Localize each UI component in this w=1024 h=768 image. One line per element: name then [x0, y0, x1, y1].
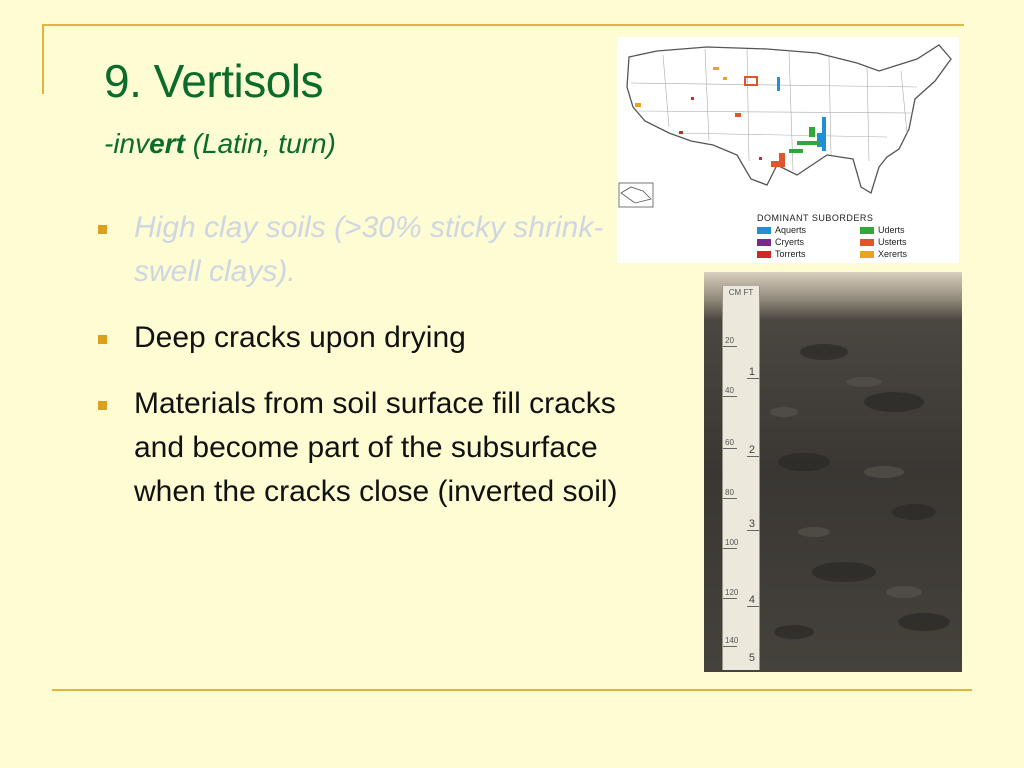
ruler-cm-label: 120	[725, 588, 739, 597]
map-legend	[757, 213, 957, 259]
legend-item-uderts	[860, 225, 957, 235]
ruler-cm-label: 20	[725, 336, 734, 345]
square-bullet-icon	[98, 335, 107, 344]
legend-label: Torrerts	[775, 249, 806, 259]
legend-item-cryerts	[757, 237, 854, 247]
ruler-ft-label: 5	[748, 652, 755, 664]
bullet-item-inversion	[96, 382, 636, 514]
ruler-tick	[723, 396, 737, 397]
legend-label: Uderts	[878, 225, 905, 235]
ruler-cm-label: 140	[725, 636, 739, 645]
ruler-tick	[723, 598, 737, 599]
ruler-tick	[723, 346, 737, 347]
ruler-tick	[723, 646, 737, 647]
square-bullet-icon	[98, 225, 107, 234]
ruler-tick	[723, 548, 737, 549]
ruler-tick	[747, 378, 759, 379]
slide-title: 9. Vertisols	[104, 55, 323, 107]
legend-label: Xererts	[878, 249, 908, 259]
bottom-rule	[52, 689, 972, 691]
slide-subtitle	[104, 128, 336, 160]
square-bullet-icon	[98, 401, 107, 410]
ruler-header: CM FT	[728, 288, 754, 297]
ruler-ft-label: 2	[748, 444, 755, 456]
legend-swatch-icon	[860, 251, 874, 258]
ruler-cm-label: 40	[725, 386, 734, 395]
legend-swatch-icon	[757, 239, 771, 246]
bullet-text: High clay soils (>30% sticky shrink-swell clays).	[134, 211, 604, 288]
legend-label: Aquerts	[775, 225, 807, 235]
legend-title: DOMINANT SUBORDERS	[757, 213, 874, 223]
legend-swatch-icon	[860, 239, 874, 246]
top-rule	[42, 24, 964, 26]
legend-label: Usterts	[878, 237, 907, 247]
ruler-ft-label: 3	[748, 518, 755, 530]
subtitle-emphasis: ert	[149, 128, 185, 159]
bullet-item-cracks	[96, 316, 636, 360]
subtitle-prefix: -inv	[104, 128, 150, 159]
legend-grid	[757, 225, 957, 259]
ruler-tick	[747, 606, 759, 607]
legend-swatch-icon	[860, 227, 874, 234]
bullet-item-clay	[96, 206, 636, 294]
ruler-tick	[723, 448, 737, 449]
measuring-ruler	[722, 286, 760, 670]
ruler-tick	[723, 498, 737, 499]
legend-item-aquerts	[757, 225, 854, 235]
legend-item-usterts	[860, 237, 957, 247]
ruler-ft-label: 4	[748, 594, 755, 606]
legend-label: Cryerts	[775, 237, 804, 247]
ruler-cm-label: 100	[725, 538, 739, 547]
ruler-tick	[747, 456, 759, 457]
ruler-cm-label: 80	[725, 488, 734, 497]
bullet-list	[96, 206, 636, 536]
us-map-image	[617, 37, 959, 209]
subtitle-suffix: (Latin, turn)	[184, 128, 336, 159]
legend-item-torrerts	[757, 249, 854, 259]
vertisol-distribution-map	[617, 37, 959, 263]
left-rule	[42, 24, 44, 94]
legend-swatch-icon	[757, 251, 771, 258]
ruler-ft-label: 1	[748, 366, 755, 378]
legend-item-xererts	[860, 249, 957, 259]
soil-profile-photo	[704, 272, 962, 672]
legend-swatch-icon	[757, 227, 771, 234]
bullet-text: Materials from soil surface fill cracks and become part of the subsurface when the cracks close (inverted soil)	[134, 387, 618, 508]
ruler-cm-label: 60	[725, 438, 734, 447]
ruler-tick	[747, 530, 759, 531]
bullet-text: Deep cracks upon drying	[134, 321, 466, 354]
